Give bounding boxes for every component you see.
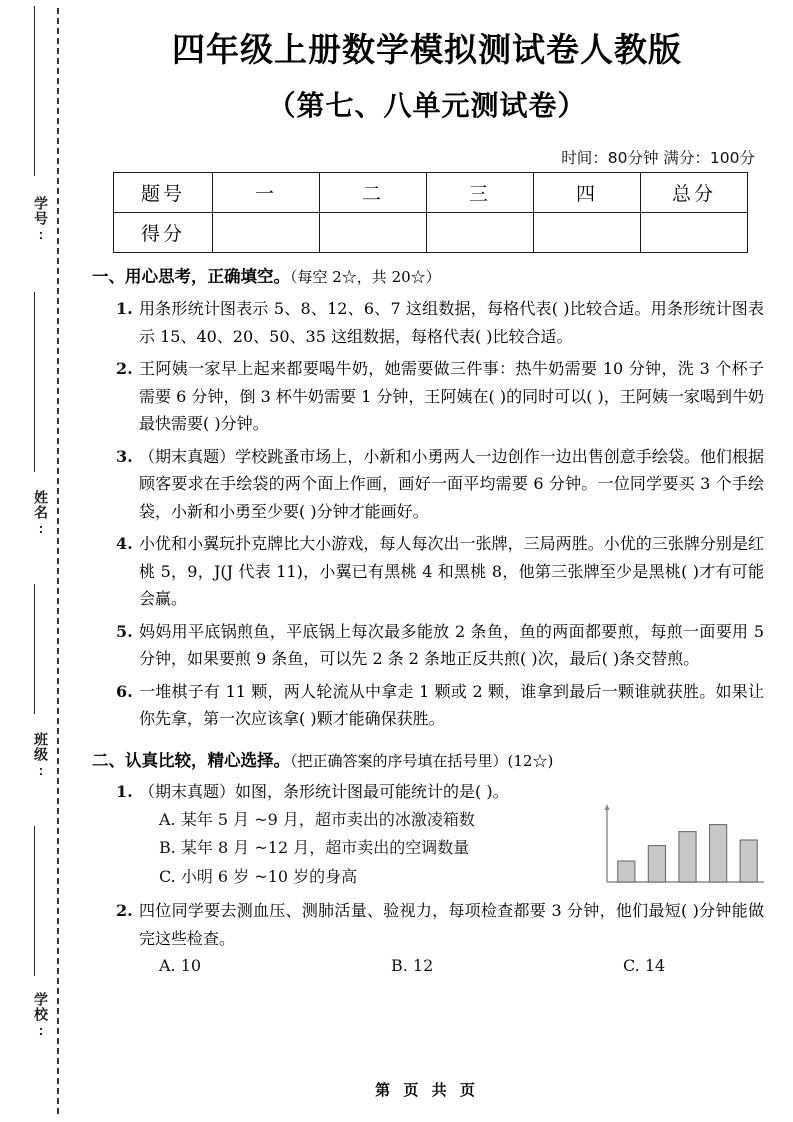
- margin-rule-2: [34, 292, 35, 472]
- choice-option-c[interactable]: C. 小明 6 岁 ~10 岁的身高: [159, 866, 358, 886]
- bar-chart-svg: [598, 802, 766, 890]
- margin-label-name: 姓名:: [33, 490, 49, 537]
- margin-label-school: 学校:: [33, 992, 49, 1039]
- choice-option-a[interactable]: A. 某年 5 月 ~9 月，超市卖出的冰激凌箱数: [159, 810, 475, 829]
- question-number: 3.: [116, 446, 133, 466]
- choice-row-inline: [139, 956, 764, 975]
- score-table-header-total: 总分: [641, 173, 748, 213]
- question-1-1: [82, 295, 772, 350]
- page-title: 四年级上册数学模拟测试卷人教版: [172, 30, 682, 69]
- choice-option-b[interactable]: B. 某年 8 月 ~12 月，超市卖出的空调数量: [159, 838, 470, 858]
- question-2-1: [82, 778, 772, 891]
- question-text: 妈妈用平底锅煎鱼，平底锅上每次最多能放 2 条鱼，鱼的两面都要煎，每煎一面要用 5 分钟，如果要煎 9 条鱼，可以先 2 条 2 条地正反共煎( )次，最后( )条交替煎。: [139, 621, 764, 669]
- score-cell-3[interactable]: [427, 213, 534, 253]
- score-table-header-1: 一: [213, 173, 320, 213]
- page-footer: 第 页 共 页: [375, 1081, 479, 1099]
- question-text: 小优和小翼玩扑克牌比大小游戏，每人每次出一张牌，三局两胜。小优的三张牌分别是红桃 5，9，J(J 代表 11)，小翼已有黑桃 4 和黑桃 8，他第三张牌至少是黑桃( )才有可能会赢。: [139, 534, 764, 609]
- page-subtitle: （第七、八单元测试卷）: [267, 89, 587, 123]
- question-text: 一堆棋子有 11 颗，两人轮流从中拿走 1 颗或 2 颗，谁拿到最后一颗谁就获胜。如果让你先拿，第一次应该拿( )颗才能确保获胜。: [139, 681, 764, 729]
- score-cell-2[interactable]: [320, 213, 427, 253]
- question-2-2: [82, 897, 772, 975]
- score-table-row-label: 得分: [114, 213, 213, 253]
- exam-meta: 时间：80分钟 满分：100分: [561, 149, 755, 168]
- margin-label-class: 班级:: [33, 732, 49, 779]
- question-number: 4.: [116, 534, 133, 554]
- question-number: 2.: [116, 901, 133, 921]
- section-heading-1-text: 一、用心思考，正确填空。: [92, 267, 290, 287]
- question-text: 王阿姨一家早上起来都要喝牛奶，她需要做三件事：热牛奶需要 10 分钟，洗 3 个杯子需要 6 分钟，倒 3 杯牛奶需要 1 分钟，王阿姨在( )的同时可以( )，王阿姨一家喝到牛奶最快需要( )分钟。: [139, 359, 764, 434]
- score-cell-1[interactable]: [213, 213, 320, 253]
- section-heading-2-points: （把正确答案的序号填在括号里）(12☆): [290, 751, 554, 770]
- margin-rule-3: [34, 584, 35, 714]
- score-table-header-2: 二: [320, 173, 427, 213]
- section-heading-1-points: （每空 2☆，共 20☆）: [290, 268, 441, 287]
- bar-chart-figure: [598, 802, 766, 890]
- question-number: 1.: [116, 782, 133, 802]
- choice-option-b[interactable]: B. 12: [391, 956, 434, 976]
- margin-rule-1: [34, 6, 35, 176]
- question-number: 2.: [116, 359, 133, 379]
- section-heading-2-text: 二、认真比较，精心选择。: [92, 750, 290, 770]
- score-table-header-3: 三: [427, 173, 534, 213]
- question-number: 6.: [116, 681, 133, 701]
- score-cell-4[interactable]: [534, 213, 641, 253]
- score-table-row-label: 题号: [114, 173, 213, 213]
- question-1-5: [82, 618, 772, 673]
- question-1-3: [82, 443, 772, 526]
- choice-option-a[interactable]: A. 10: [159, 956, 202, 976]
- question-text: （期末真题）如图，条形统计图最可能统计的是( )。: [139, 782, 509, 802]
- question-1-4: [82, 530, 772, 613]
- score-table: [113, 172, 748, 253]
- question-number: 5.: [116, 621, 133, 641]
- margin-dashed-line: [57, 8, 59, 1114]
- margin-label-student-id: 学号:: [33, 196, 49, 243]
- section-heading-2: [82, 749, 772, 774]
- score-table-header-4: 四: [534, 173, 641, 213]
- question-text: （期末真题）学校跳蚤市场上，小新和小勇两人一边创作一边出售创意手绘袋。他们根据顾客要求在手绘袋的两个面上作画，画好一面平均需要 6 分钟。一位同学要买 3 个手绘袋，小新和小勇至少要( )分钟才能画好。: [139, 446, 764, 521]
- section-heading-1: [82, 265, 772, 290]
- question-text: 用条形统计图表示 5、8、12、6、7 这组数据，每格代表( )比较合适。用条形统计图表示 15、40、20、50、35 这组数据，每格代表( )比较合适。: [139, 299, 764, 346]
- question-1-6: [82, 678, 772, 733]
- table-row: [114, 213, 748, 253]
- question-number: 1.: [116, 299, 133, 318]
- margin-rule-4: [34, 826, 35, 976]
- score-cell-total[interactable]: [641, 213, 748, 253]
- exam-page: [82, 0, 772, 1122]
- table-row: [114, 173, 748, 213]
- choice-option-c[interactable]: C. 14: [623, 956, 666, 976]
- question-text: 四位同学要去测血压、测肺活量、验视力，每项检查都要 3 分钟，他们最短( )分钟能做完这些检查。: [139, 901, 764, 948]
- question-1-2: [82, 355, 772, 438]
